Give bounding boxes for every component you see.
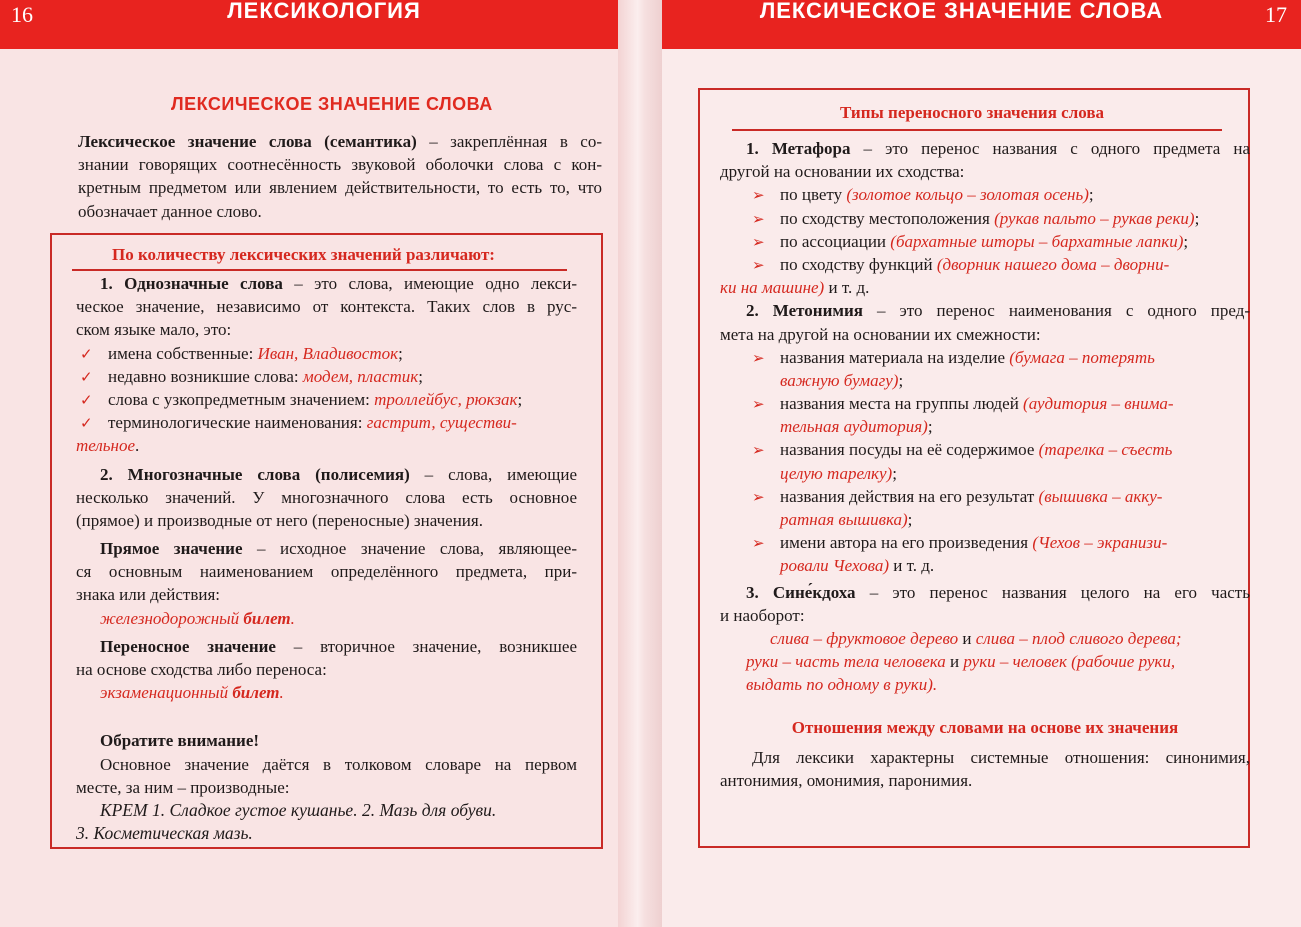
- metonymy-term: 2. Метонимия: [746, 301, 863, 321]
- metaphor-line: – это перенос названия с одного предмета на: [850, 139, 1250, 158]
- box-title-rule: [732, 129, 1222, 131]
- notice-example: КРЕМ 1. Сладкое густое кушанье. 2. Мазь для обуви.: [100, 799, 497, 820]
- list-item-cont: целую тарелку);: [780, 463, 897, 483]
- list-item: ➢ названия места на группы людей (аудитория – внима-: [720, 392, 1250, 415]
- list-item: ✓ имена собственные: Иван, Владивосток;: [76, 342, 577, 365]
- right-page-header: [662, 0, 1301, 49]
- intro-term: Лексическое значение слова (семантика): [78, 132, 417, 151]
- figurative-example: экзаменационный билет.: [100, 683, 284, 703]
- figurative-term: Переносное значение: [100, 636, 276, 656]
- arrow-icon: ➢: [752, 395, 765, 414]
- right-page: [662, 0, 1301, 927]
- list-item: ➢ названия посуды на её содержимое (тарелка – съесть: [720, 438, 1250, 461]
- synecdoche-example: выдать по одному в руки).: [746, 675, 938, 695]
- list-item: ➢ по сходству местоположения (рукав пальто – рукав реки);: [720, 207, 1250, 230]
- list-item: ✓ терминологические наименования: гастрит, существи-: [76, 411, 577, 434]
- arrow-icon: ➢: [752, 487, 765, 506]
- metaphor-term: 1. Метафора: [746, 139, 851, 158]
- arrow-icon: ➢: [752, 441, 765, 460]
- box-content: [720, 137, 1250, 792]
- right-page-number: 17: [1265, 2, 1287, 27]
- list-item: ➢ имени автора на его произведения (Чехов – экранизи-: [720, 531, 1250, 554]
- single-line: ском языке мало, это:: [76, 320, 232, 340]
- arrow-icon: ➢: [752, 232, 765, 251]
- relations-line: Для лексики характерны системные отношения: синонимия,: [752, 747, 1250, 767]
- list-item: ➢ названия материала на изделие (бумага – потерять: [720, 346, 1250, 369]
- direct-line: знака или действия:: [76, 585, 221, 605]
- relations-line: антонимия, омонимия, паронимия.: [720, 770, 973, 790]
- single-line: ческое значение, независимо от контекста. Таких слов в рус-: [76, 297, 577, 317]
- list-item: ➢ по ассоциации (бархатные шторы – бархатные лапки);: [720, 230, 1250, 253]
- intro-line: – закреплённая в со-: [416, 132, 602, 151]
- relations-title: Отношения между словами на основе их значения: [791, 717, 1179, 737]
- arrow-icon: ➢: [752, 348, 765, 367]
- list-item: ➢ по цвету (золотое кольцо – золотая осень);: [720, 183, 1250, 206]
- arrow-icon: ➢: [752, 186, 765, 205]
- synecdoche-example: руки – часть тела человека и руки – человек (рабочие руки,: [746, 652, 1176, 672]
- list-item-cont: ровали Чехова) и т. д.: [780, 556, 935, 576]
- left-page: [0, 0, 618, 927]
- figurative-types-box: [698, 88, 1250, 848]
- metaphor-line: другой на основании их сходства:: [720, 162, 965, 182]
- metonymy-line: – это перенос наименования с одного пред-: [862, 301, 1250, 321]
- multi-term: 2. Многозначные слова (полисемия): [100, 464, 410, 484]
- list-item: ✓ недавно возникшие слова: модем, пластик;: [76, 365, 577, 388]
- meanings-count-box: [50, 233, 603, 849]
- metonymy-line: мета на другой на основании их смежности:: [720, 324, 1041, 344]
- right-header-title: ЛЕКСИЧЕСКОЕ ЗНАЧЕНИЕ СЛОВА: [759, 0, 1164, 23]
- list-item-cont: тельная аудитория);: [780, 417, 933, 437]
- intro-line: кретным предметом или явлением действительности, то есть то, что: [78, 178, 602, 198]
- list-item: ➢ по сходству функций (дворник нашего дома – дворни-: [720, 253, 1250, 276]
- box-title: Типы переносного значения слова: [840, 103, 1105, 122]
- synecdoche-term: 3. Сине́кдоха: [746, 582, 856, 602]
- left-page-header: [0, 0, 618, 49]
- list-item-cont: важную бумагу);: [780, 370, 904, 390]
- box-title-rule: [72, 269, 567, 271]
- synecdoche-line: – это перенос названия целого на его часть: [855, 582, 1250, 602]
- box-title: По количеству лексических значений различают:: [112, 245, 495, 264]
- list-item-cont: ки на машине) и т. д.: [720, 278, 870, 298]
- multi-line: несколько значений. У многозначного слова есть основное: [76, 487, 577, 507]
- notice-example: 3. Косметическая мазь.: [76, 823, 253, 844]
- multi-line: (прямое) и производные от него (переносные) значения.: [76, 510, 483, 530]
- notice-title: Обратите внимание!: [100, 731, 260, 751]
- notice-line: месте, за ним – производные:: [76, 777, 290, 797]
- figurative-line: – вторичное значение, возникшее: [275, 636, 577, 656]
- intro-line: знании говорящих соотнесённость звуковой оболочки слова с кон-: [78, 155, 602, 175]
- list-item-cont: ратная вышивка);: [780, 510, 913, 529]
- left-page-number: 16: [11, 2, 33, 27]
- direct-line: – исходное значение слова, являющее-: [242, 539, 577, 559]
- notice-line: Основное значение даётся в толковом словаре на первом: [100, 754, 577, 774]
- figurative-line: на основе сходства либо переноса:: [76, 660, 327, 679]
- check-icon: ✓: [80, 367, 93, 386]
- left-header-title: ЛЕКСИКОЛОГИЯ: [227, 0, 421, 23]
- box-content: [76, 272, 577, 845]
- intro-line: обозначает данное слово.: [78, 201, 262, 221]
- arrow-icon: ➢: [752, 255, 765, 274]
- synecdoche-line: и наоборот:: [720, 605, 805, 625]
- synecdoche-example: слива – фруктовое дерево и слива – плод сливого дерева;: [770, 628, 1182, 648]
- check-icon: ✓: [80, 414, 93, 433]
- direct-line: ся основным наименованием определённого предмета, при-: [76, 562, 577, 582]
- multi-line: – слова, имеющие: [409, 464, 577, 484]
- intro-paragraph: [78, 130, 602, 223]
- book-gutter: [618, 0, 662, 927]
- direct-term: Прямое значение: [100, 539, 243, 559]
- arrow-icon: ➢: [752, 209, 765, 228]
- list-item-cont: тельное.: [76, 436, 140, 456]
- list-item: ✓ слова с узкопредметным значением: троллейбус, рюкзак;: [76, 388, 577, 411]
- section-title: ЛЕКСИЧЕСКОЕ ЗНАЧЕНИЕ СЛОВА: [171, 94, 493, 114]
- check-icon: ✓: [80, 390, 93, 409]
- check-icon: ✓: [80, 344, 93, 363]
- arrow-icon: ➢: [752, 534, 765, 553]
- single-line: – это слова, имеющие одно лекси-: [282, 274, 577, 293]
- single-term: 1. Однозначные слова: [100, 274, 283, 293]
- list-item: ➢ названия действия на его результат (вышивка – акку-: [720, 485, 1250, 508]
- direct-example: железнодорожный билет.: [100, 608, 295, 628]
